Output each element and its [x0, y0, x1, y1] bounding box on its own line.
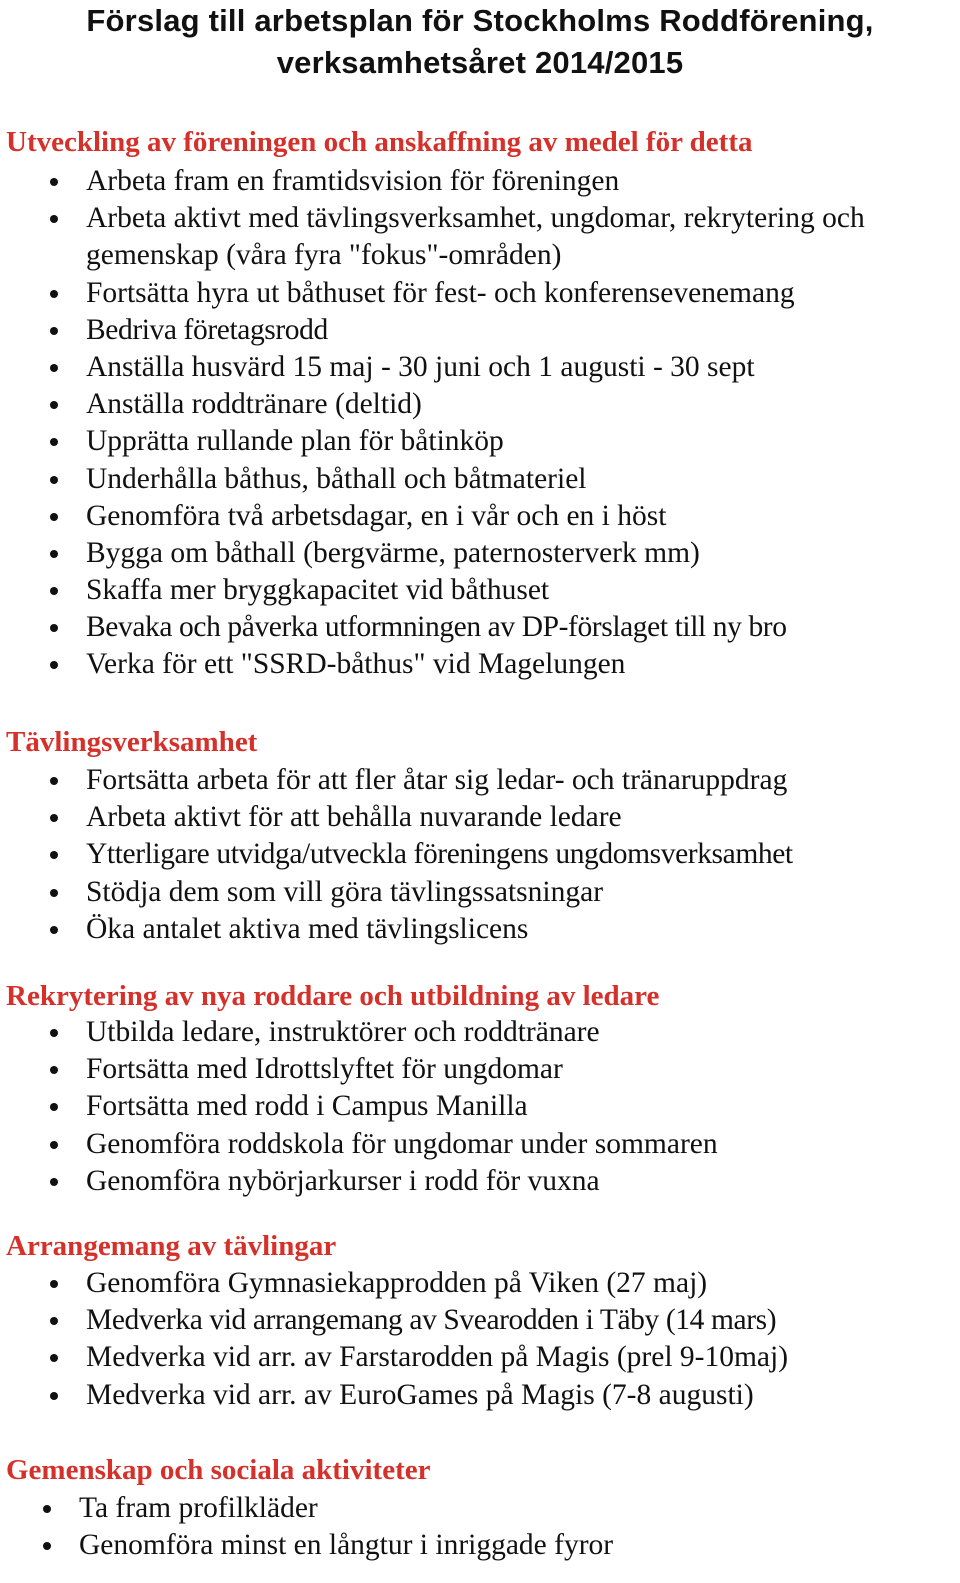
list-item: Genomföra två arbetsdagar, en i vår och en i höst [0, 498, 946, 535]
section-heading-gemenskap: Gemenskap och sociala aktiviteter [6, 1454, 431, 1486]
list-item: Verka för ett "SSRD-båthus" vid Magelungen [0, 646, 946, 683]
list-item: Genomföra Gymnasiekapprodden på Viken (27 maj) [0, 1265, 788, 1302]
section-list-gemenskap [0, 1490, 613, 1564]
list-item: Genomföra nybörjarkurser i rodd för vuxna [0, 1163, 718, 1200]
list-item: Genomföra roddskola för ungdomar under sommaren [0, 1126, 718, 1163]
list-item: Bevaka och påverka utformningen av DP-förslaget till ny bro [0, 609, 946, 646]
list-item: Arbeta aktivt för att behålla nuvarande ledare [0, 799, 793, 836]
list-item: Medverka vid arr. av Farstarodden på Magis (prel 9-10maj) [0, 1339, 788, 1376]
section-heading-arrangemang: Arrangemang av tävlingar [6, 1230, 337, 1262]
title-line-2: verksamhetsåret 2014/2015 [276, 45, 684, 80]
list-item: Öka antalet aktiva med tävlingslicens [0, 911, 793, 948]
section-list-rekrytering [0, 1014, 718, 1200]
list-item: Genomföra minst en långtur i inriggade fyror [0, 1527, 613, 1564]
list-item: Fortsätta med rodd i Campus Manilla [0, 1088, 718, 1125]
section-list-utveckling [0, 163, 946, 684]
list-item: Medverka vid arr. av EuroGames på Magis (7-8 augusti) [0, 1377, 788, 1414]
list-item: Arbeta aktivt med tävlingsverksamhet, ungdomar, rekrytering och gemenskap (våra fyra "fokus"-områden) [0, 200, 946, 274]
list-item: Bedriva företagsrodd [0, 312, 946, 349]
list-item: Stödja dem som vill göra tävlingssatsningar [0, 874, 793, 911]
list-item: Skaffa mer bryggkapacitet vid båthuset [0, 572, 946, 609]
title-line-1: Förslag till arbetsplan för Stockholms Roddförening, [86, 3, 874, 38]
list-item: Fortsätta med Idrottslyftet för ungdomar [0, 1051, 718, 1088]
list-item: Bygga om båthall (bergvärme, paternosterverk mm) [0, 535, 946, 572]
list-item: Underhålla båthus, båthall och båtmateriel [0, 461, 946, 498]
list-item: Ytterligare utvidga/utveckla föreningens ungdomsverksamhet [0, 836, 793, 873]
section-list-tavlingsverksamhet [0, 762, 793, 948]
list-item: Upprätta rullande plan för båtinköp [0, 423, 946, 460]
document-title [0, 0, 960, 84]
section-heading-utveckling: Utveckling av föreningen och anskaffning av medel för detta [6, 126, 753, 158]
list-item: Medverka vid arrangemang av Svearodden i Täby (14 mars) [0, 1302, 788, 1339]
list-item: Utbilda ledare, instruktörer och roddtränare [0, 1014, 718, 1051]
list-item: Fortsätta hyra ut båthuset för fest- och konferensevenemang [0, 275, 946, 312]
list-item: Ta fram profilkläder [0, 1490, 613, 1527]
list-item: Anställa roddtränare (deltid) [0, 386, 946, 423]
section-heading-rekrytering: Rekrytering av nya roddare och utbildning av ledare [6, 980, 660, 1012]
list-item: Fortsätta arbeta för att fler åtar sig ledar- och tränaruppdrag [0, 762, 793, 799]
section-list-arrangemang [0, 1265, 788, 1414]
list-item: Anställa husvärd 15 maj - 30 juni och 1 augusti - 30 sept [0, 349, 946, 386]
section-heading-tavlingsverksamhet: Tävlingsverksamhet [6, 726, 258, 758]
list-item: Arbeta fram en framtidsvision för föreningen [0, 163, 946, 200]
